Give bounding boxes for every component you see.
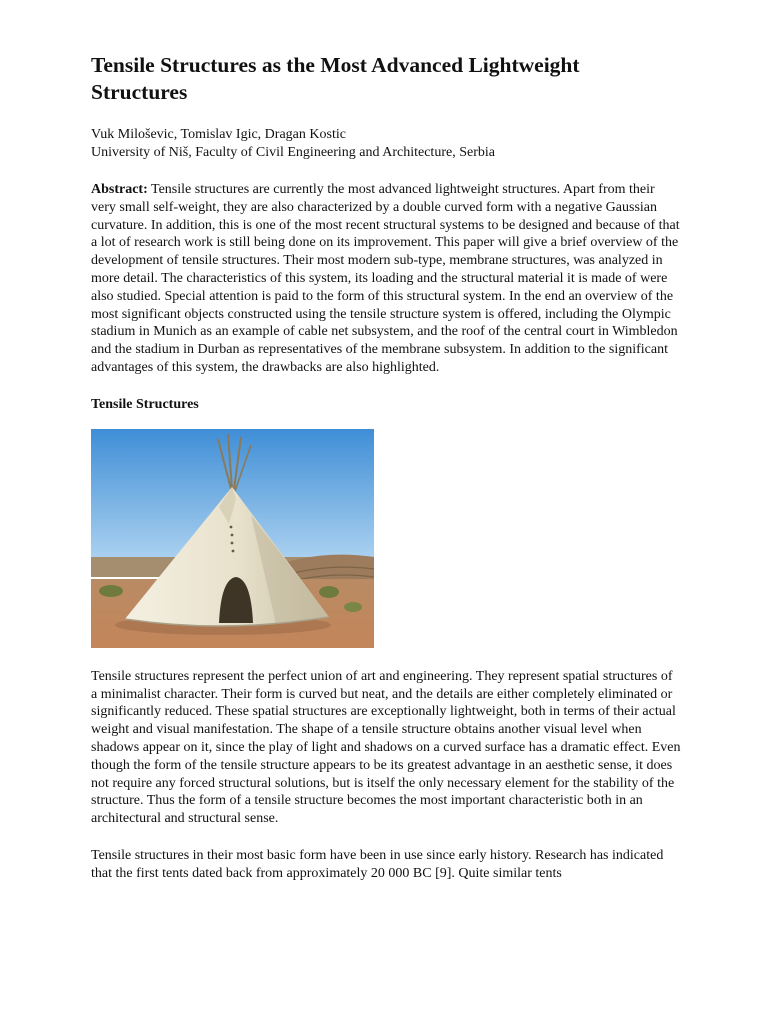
paragraph: Tensile structures represent the perfect union of art and engineering. They represent spatial structures of a minimalist character. Their form is curved but neat, and the details are either completely eliminated or significantly reduced. These spatial structures are exceptionally lightweight, both in terms of their actual weight and visual manifestation. The shape of a tensile structure obtains another visual level when shadows appear on it, since the play of light and shadows on a curved surface has a dramatic effect. Even though the form of the tensile structure appears to be its greatest advantage in an aesthetic sense, it does not require any forced structural solutions, but is itself the only necessary element for the stability of the structure. Thus the form of a tensile structure becomes the most important characteristic both in an architectural and structural sense. <box>91 668 681 827</box>
shrub <box>99 585 123 597</box>
paragraph: Tensile structures in their most basic form have been in use since early history. Research has indicated that the first tents dated back from approximately 20 000 BC [9]. Quite similar tents <box>91 847 664 881</box>
paper-title: Tensile Structures as the Most Advanced Lightweight Structures <box>91 53 580 104</box>
abstract-text: Tensile structures are currently the most advanced lightweight structures. Apart from their very small self-weight, they are also characterized by a double curved form with a negative Gaussian curvature. In addition, this is one of the most recent structural systems to be designed and because of that a lot of research work is still being done on its improvement. This paper will give a brief overview of the development of tensile structures. Their most modern sub-type, membrane structures, was analyzed in more detail. The characteristics of this system, its loading and the structural material it is made of were also studied. Special attention is paid to the form of this structural system. In the end an overview of the most significant objects constructed using the tensile structure system is offered, including the Olympic stadium in Munich as an example of cable net subsystem, and the roof of the central court in Wimbledon and the stadium in Durban as representatives of the membrane subsystem. In addition to the significant advantages of this system, the drawbacks are also highlighted. <box>91 182 680 375</box>
shrub <box>344 602 362 612</box>
author-affiliation: University of Niš, Faculty of Civil Engineering and Architecture, Serbia <box>91 145 495 160</box>
shrub <box>319 586 339 598</box>
author-block <box>91 126 681 162</box>
paper-page <box>91 52 681 883</box>
section-heading: Tensile Structures <box>91 396 199 412</box>
author-names: Vuk Miloševic, Tomislav Igic, Dragan Kostic <box>91 127 346 142</box>
tipi-photo-graphic <box>91 429 374 648</box>
abstract-label: Abstract: <box>91 182 148 197</box>
abstract <box>91 181 681 377</box>
tipi-photo <box>91 429 374 648</box>
